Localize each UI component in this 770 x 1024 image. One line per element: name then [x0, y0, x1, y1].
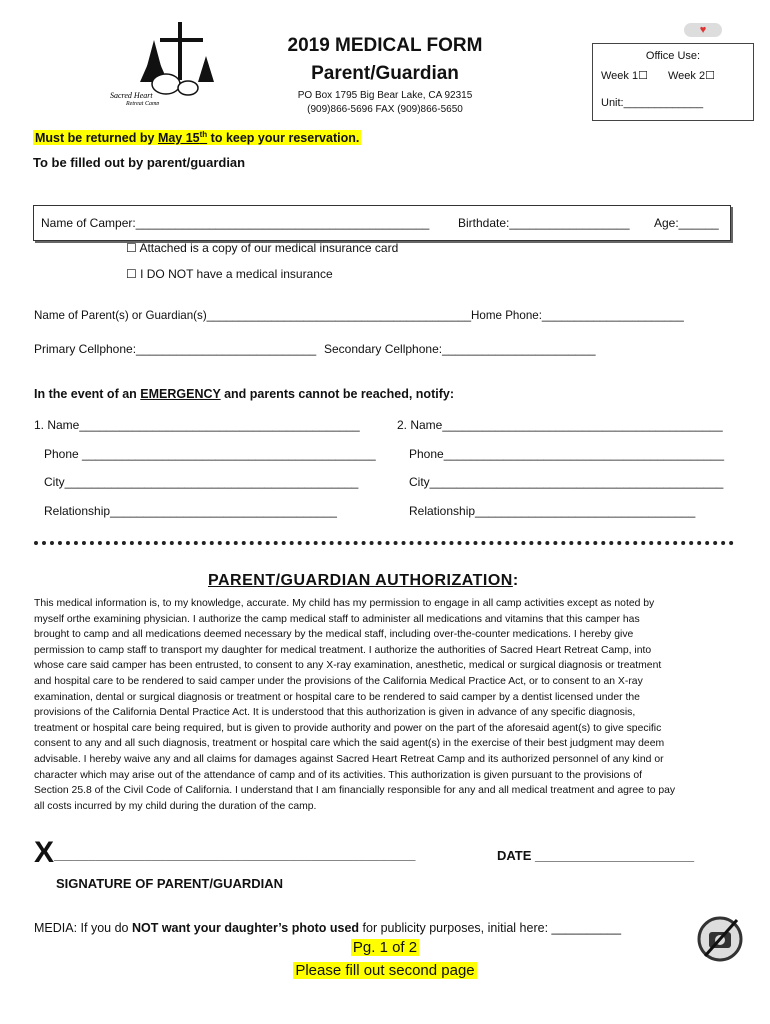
address: PO Box 1795 Big Bear Lake, CA 92315	[297, 90, 473, 101]
unit-field[interactable]: Unit:_____________	[601, 97, 704, 109]
contact2-name-field[interactable]: 2. Name__________________________________________	[397, 418, 723, 432]
signature-line[interactable]: ____________________________________________________	[54, 848, 416, 862]
signature-x: X	[34, 836, 55, 869]
emergency-post: and parents cannot be reached, notify:	[220, 387, 454, 401]
contact1-phone-field[interactable]: Phone ____________________________________________	[44, 447, 376, 461]
auth-line: examination, dental or surgical diagnosis or treatment or hospital care to be rendered to said camper by a dentist licensed under the	[34, 691, 640, 703]
emergency-word: EMERGENCY	[140, 387, 221, 401]
media-initial-field[interactable]	[34, 921, 621, 935]
return-notice	[33, 130, 361, 145]
auth-line: advisable. I hereby waive any and all claims for damages against Sacred Heart Retreat Camp and its authorized personnel of any kind or	[34, 753, 664, 765]
form-subtitle: Parent/Guardian	[311, 63, 459, 84]
media-post: for publicity purposes, initial here: __________	[359, 921, 622, 935]
office-use-title: Office Use:	[645, 50, 701, 62]
office-use-box	[592, 43, 754, 121]
auth-line: myself orthe examining physician. I authorize the camp medical staff to administer all medications and vitamins that this camper has	[34, 613, 640, 625]
notice-sup: th	[199, 130, 208, 139]
notice-text-end: to keep your reservation.	[207, 131, 360, 146]
phone-fax: (909)866-5696 FAX (909)866-5650	[307, 104, 463, 115]
age-field[interactable]: Age:______	[654, 216, 719, 230]
media-pre: MEDIA: If you do	[34, 921, 132, 935]
primary-cellphone-field[interactable]: Primary Cellphone:___________________________	[34, 342, 317, 356]
week1-label: Week 1	[601, 70, 639, 82]
svg-text:Sacred Heart: Sacred Heart	[110, 91, 153, 100]
no-camera-icon	[697, 916, 743, 962]
sacred-heart-logo	[108, 20, 223, 105]
second-page-note-text: Please fill out second page	[295, 962, 475, 979]
page-number-text: Pg. 1 of 2	[352, 939, 418, 956]
contact1-city-field[interactable]: City____________________________________________	[44, 475, 359, 489]
notice-date: May 15	[157, 131, 200, 146]
week1-checkbox[interactable]: ☐	[638, 70, 648, 82]
notice-text: Must be returned by	[35, 131, 158, 146]
week2-checkbox[interactable]: ☐	[705, 70, 715, 82]
no-insurance-label: I DO NOT have a medical insurance	[140, 267, 333, 281]
secondary-cellphone-field[interactable]: Secondary Cellphone:_______________________	[324, 342, 596, 356]
camper-name-field[interactable]: Name of Camper:____________________________________________	[41, 216, 430, 230]
authorization-heading	[208, 572, 519, 590]
auth-line: permission to camp staff to transport my daughter for medical treatment. I authorize the authorities of Sacred Heart Retreat Camp, into	[34, 644, 652, 656]
auth-line: whose care said camper has been entrusted, to consent to any X-ray examination, anesthetic, medical or surgical diagnosis or treatment	[34, 660, 662, 672]
signature-date-field[interactable]: DATE ______________________	[497, 848, 695, 863]
contact1-name-field[interactable]: 1. Name__________________________________________	[34, 418, 360, 432]
no-insurance-checkbox[interactable]: ☐	[126, 267, 141, 281]
authorization-title: PARENT/GUARDIAN AUTHORIZATION	[208, 572, 513, 589]
second-page-note	[290, 962, 480, 979]
auth-line: and hospital care to be rendered to said camper under the provisions of the California Medical Practice Act, or to consent to an X-ray	[34, 675, 643, 687]
auth-line: Section 25.8 of the Civil Code of California. I understand that I am financially responsible for any and all medical treatment and agree to pay	[34, 785, 676, 797]
authorization-text	[34, 596, 754, 814]
media-bold: NOT want your daughter’s photo used	[131, 921, 360, 935]
auth-line: character which may arise out of the attendance of camp and of its activities. This authorization is given pursuant to the provisions of	[34, 769, 642, 781]
auth-line: provisions of the California Dental Practice Act. It is understood that this authorization is given in advance of any specific diagnosis,	[34, 707, 636, 719]
page-number	[290, 939, 480, 956]
week2-label: Week 2	[668, 70, 706, 82]
auth-line: consent to any and all such diagnosis, treatment or hospital care which the said agent(s) in the exercise of their best judgment may deem	[34, 738, 665, 750]
heart-icon: ♥	[684, 23, 722, 37]
contact2-phone-field[interactable]: Phone__________________________________________	[409, 447, 724, 461]
auth-line: brought to camp and all medications deemed necessary by the medical staff, including over-the-counter medications. I hereby give	[34, 629, 634, 641]
birthdate-field[interactable]: Birthdate:__________________	[458, 216, 630, 230]
auth-line: all costs incurred by my child during the duration of the camp.	[34, 800, 317, 812]
contact2-relationship-field[interactable]: Relationship_________________________________	[409, 504, 696, 518]
instructions: To be filled out by parent/guardian	[33, 155, 246, 170]
emergency-pre: In the event of an	[34, 387, 141, 401]
camper-info-box	[33, 205, 731, 241]
insurance-card-label: Attached is a copy of our medical insurance card	[139, 241, 399, 255]
contact1-relationship-field[interactable]: Relationship__________________________________	[44, 504, 337, 518]
authorization-colon: :	[512, 572, 519, 589]
parent-name-phone-field[interactable]: Name of Parent(s) or Guardian(s)_________________________________________Home Phone:______________________	[34, 309, 684, 322]
dotted-divider	[34, 541, 734, 545]
auth-line: This medical information is, to my knowledge, accurate. My child has my permission to engage in all camp activities except as noted by	[34, 598, 655, 609]
contact2-city-field[interactable]: City____________________________________________	[409, 475, 724, 489]
form-title: 2019 MEDICAL FORM	[287, 35, 483, 56]
svg-text:Retreat Camp: Retreat Camp	[126, 101, 160, 105]
insurance-card-checkbox[interactable]: ☐	[126, 241, 140, 255]
signature-label: SIGNATURE OF PARENT/GUARDIAN	[56, 876, 284, 891]
emergency-heading	[34, 387, 454, 401]
auth-line: treatment or hospital care being required, but is given to provide authority and power on the part of the aforesaid agent(s) to give specific	[34, 722, 662, 734]
